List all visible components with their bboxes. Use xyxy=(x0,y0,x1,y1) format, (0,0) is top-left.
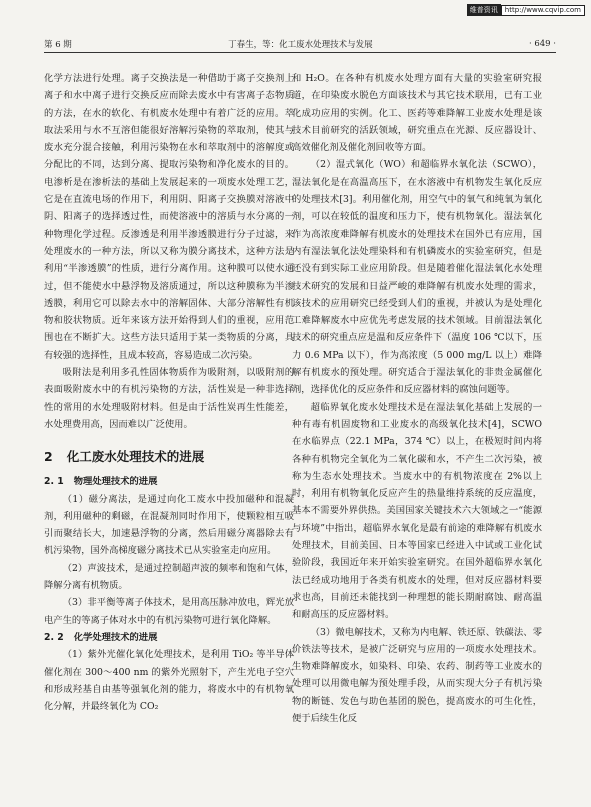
section-number: 2 xyxy=(44,449,53,465)
paragraph: （2）湿式氧化（WO）和超临界水氧化法（SCWO），湿法氧化是在高温高压下，在水溶液中有机物发生氧化反应的处理技术[3]。利用催化剂，用空气中的氧气和纯氧为氧化剂，可以在较低的温度和压力下，使有机物氧化。湿法氧化作为高浓度难降解有机废水的处理技术在国外已有应用，国内有湿法氧化法处理染料和有机磷废水的实验室研究，但是还没有到实际工业应用阶段。但是随着催化湿法氧化水处理技术研究的发展和日益严峻的难降解有机废水处理的需求，该技术的应用研究已经受到人们的重视，并被认为是处理化工难降解废水中应优先考虑发展的技术领域。目前湿法氧化技术的研究重点应是温和反应条件下（温度 106 ℃以下，压力 0.6 MPa 以下），作为高浓度（5 000 mg/L 以上）难降解有机废水的预处理。研究适合于湿法氧化的非贵金属催化剂，选择优化的反应条件和反应器材料的腐蚀问题等。 xyxy=(292,159,542,396)
page-number: · 649 · xyxy=(528,39,556,49)
page-header xyxy=(44,36,556,53)
paragraph: 化学方法进行处理。离子交换法是一种借助于离子交换剂上离子和水中离子进行交换反应而除去废水中有害离子态物质的方法，在水的软化、有机废水处理中有着广泛的应用。萃取法采用与水不互溶但能很好溶解污染物的萃取剂，使其与废水充分混合接触，利用污染物在水和萃取剂中的溶解度或分配比的不同，达到分离、提取污染物和净化废水的目的。电渗析是在渗析法的基础上发展起来的一项废水处理工艺，它是在直流电场的作用下，利用阴、阳离子交换膜对溶液中阴、阳离子的选择透过性，而使溶液中的溶质与水分离的一种物理化学过程。反渗透是利用半渗透膜进行分子过滤，来处理废水的一种方法，所以又称为膜分离技术，这种方法是利用“半渗透膜”的性质，进行分离作用。这种膜可以使水通过，但不能使水中悬浮物及溶质通过，所以这种膜称为半渗透膜，利用它可以除去水中的溶解固体、大部分溶解性有机物和胶状物质。近年来该方法开始得到人们的重视，应用范围也在不断扩大。这些方法只适用于某一类物质的分离，具有较强的选择性，且成本较高，容易造成二次污染。 xyxy=(44,73,294,361)
paragraph: （1）紫外光催化氧化处理技术，是利用 TiO₂ 等半导体催化剂在 300～400 nm 的紫外光照射下，产生光电子空穴和形成羟基自由基等强氧化剂的能力，将废水中的有机物氧化分解，并最终氧化为 CO₂ xyxy=(44,649,294,713)
left-column xyxy=(44,70,294,792)
issue-number: 第 6 期 xyxy=(44,40,72,50)
paragraph: 超临界氧化废水处理技术是在湿法氧化基础上发展的一种有毒有机固废物和工业废水的高级氧化技术[4]，SCWO 在水临界点（22.1 MPa，374 ℃）以上，在极短时间内将各种有机物完全氧化为二氧化碳和水，不产生二次污染，被称为生态水处理技术。当废水中的有机物浓度在 2%以上时，利用有机物氧化反应产生的热量维持系统的反应温度，基本不需要外界供热。美国国家关键技术六大领域之一“能源与环境”中指出，超临界水氧化是最有前途的难降解有机废水处理技术，目前美国、日本等国家已经进入中试或工业化试验阶段，我国近年来开始实验室研究。在国外超临界水氧化法已经成功地用于各类有机废水的处理，但对反应器材料要求也高，目前还未能找到一种理想的能长期耐腐蚀、耐高温和耐高压的反应器材料。 xyxy=(292,401,542,621)
right-column xyxy=(292,70,542,792)
watermark-brand: 维普资讯 xyxy=(467,4,501,16)
paragraph: 和 H₂O。在各种有机废水处理方面有大量的实验室研究报道，在印染废水脱色方面该技术与其它技术联用，已有工业化成功应用的实例。化工、医药等难降解工业废水处理是该技术目前研究的活跃领域，研究重点在光源、反应器设计、高效催化剂及催化剂回收等方面。 xyxy=(292,73,542,154)
section-heading xyxy=(44,445,294,469)
section-title: 化工废水处理技术的进展 xyxy=(66,449,205,465)
watermark xyxy=(467,4,585,16)
paragraph: （1）磁分离法，是通过向化工废水中投加磁种和混凝剂，利用磁种的剩磁，在混凝剂同时作用下，使颗粒相互吸引而聚结长大，加速悬浮物的分离，然后用磁分离器除去有机污染物，国外高梯度磁分离技术已从实验室走向应用。 xyxy=(44,493,294,557)
paragraph: （3）非平衡等离子体技术，是用高压脉冲放电，辉光放电产生的等离子体对水中的有机污染物可进行氧化降解。 xyxy=(44,597,294,626)
paragraph: 吸附法是利用多孔性固体物质作为吸附剂，以吸附剂的表面吸附废水中的有机污染物的方法，活性炭是一种非选择性的常用的水处理吸附材料。但是由于活性炭再生性能差，水处理费用高，因而难以广泛使用。 xyxy=(44,367,294,430)
paragraph: （3）微电解技术，又称为内电解、铁还原、铁碳法、零价铁法等技术，是被广泛研究与应用的一项废水处理技术。生物难降解废水，如染料、印染、农药、制药等工业废水的处理可以用微电解为预处理手段，从而实现大分子有机污染物的断链、发色与助色基团的脱色，提高废水的可生化性，便于后续生化反 xyxy=(292,626,542,724)
watermark-url: http://www.cqvip.com xyxy=(501,5,585,16)
subsection-title: 化学处理技术的进展 xyxy=(73,631,158,643)
paragraph: （2）声波技术，是通过控制超声波的频率和饱和气体，降解分离有机物质。 xyxy=(44,562,294,592)
subsection-number: 2. 2 xyxy=(44,631,64,643)
subsection-number: 2. 1 xyxy=(44,476,64,488)
subsection-title: 物理处理技术的进展 xyxy=(73,476,158,488)
running-title: 丁春生，等：化工废水处理技术与发展 xyxy=(228,40,373,50)
subsection-heading xyxy=(44,629,294,646)
subsection-heading xyxy=(44,473,294,490)
